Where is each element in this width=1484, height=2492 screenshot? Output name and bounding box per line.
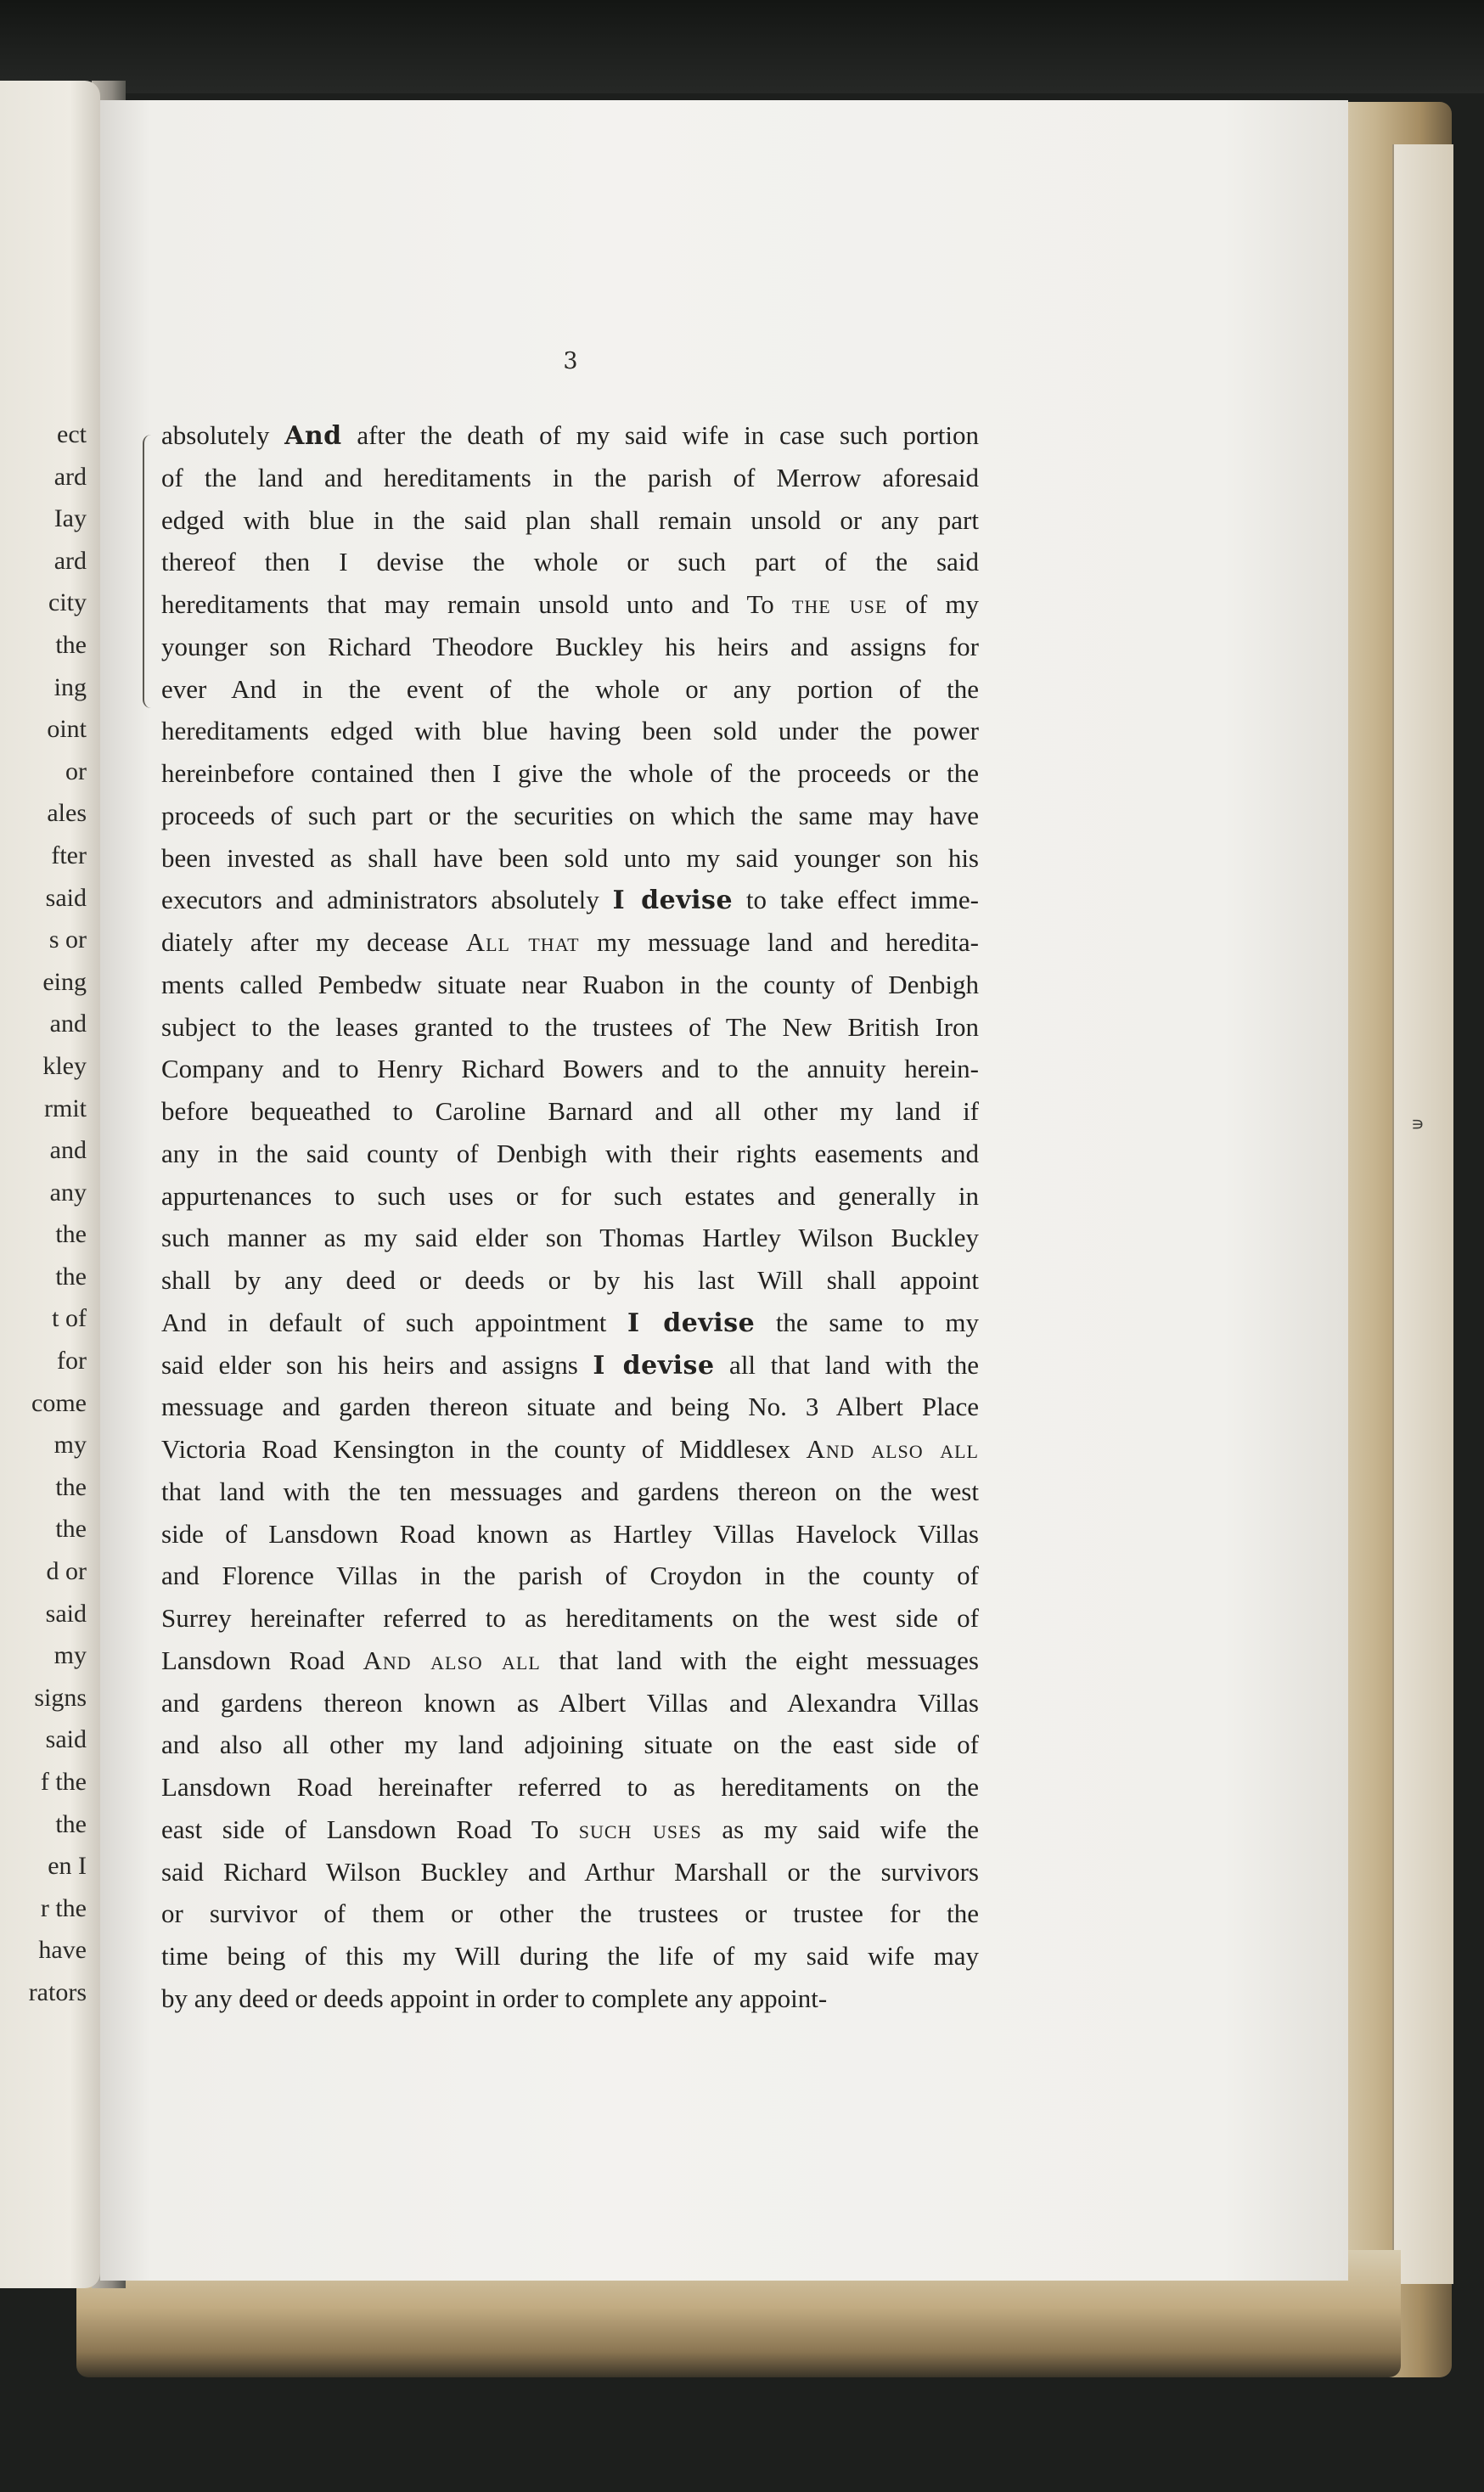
blackletter-word: And xyxy=(284,421,342,451)
small-caps-phrase: such uses xyxy=(578,1814,702,1844)
left-page-fragment: the xyxy=(55,1472,87,1501)
text-segment: hereinbefore contained then I give the whole of the proceeds or the xyxy=(161,758,979,788)
left-page-text-fragments xyxy=(29,413,87,2014)
text-segment: east side of Lansdown Road To xyxy=(161,1814,579,1844)
text-segment: after the death of my said wife in case such portion xyxy=(341,420,980,450)
margin-bracket xyxy=(143,435,156,708)
left-page-fragment: ard xyxy=(53,546,87,575)
left-page-fragment: r the xyxy=(40,1893,87,1922)
left-page-fragment: the xyxy=(55,1809,87,1838)
blackletter-word: I devise xyxy=(627,1308,756,1338)
text-segment: and Florence Villas in the parish of Croydon in the county of xyxy=(161,1561,979,1591)
text-segment: edged with blue in the said plan shall remain unsold or any part xyxy=(161,504,979,535)
text-segment: Company and to Henry Richard Bowers and to the annuity herein- xyxy=(161,1054,979,1084)
text-line xyxy=(161,668,979,711)
text-line xyxy=(161,626,979,668)
text-segment: said elder son his heirs and assigns xyxy=(161,1349,593,1380)
text-line xyxy=(161,1766,979,1809)
text-segment: Lansdown Road hereinafter referred to as hereditaments on the xyxy=(161,1772,979,1802)
text-line xyxy=(161,414,979,457)
left-page-fragment: t of xyxy=(52,1304,87,1333)
text-line xyxy=(161,795,979,837)
left-page-fragment: city xyxy=(48,588,87,617)
left-page-fragment: ect xyxy=(57,420,87,448)
text-line xyxy=(161,1302,979,1344)
book-binding xyxy=(0,0,1484,93)
left-page-fragment: my xyxy=(53,1641,87,1670)
left-page-fragment: my xyxy=(53,1431,87,1460)
left-page-fragment: the xyxy=(55,1220,87,1249)
left-page-fragment: en I xyxy=(48,1852,87,1881)
text-line xyxy=(161,1175,979,1218)
text-segment: or survivor of them or other the trustees or trustee for the xyxy=(161,1899,979,1929)
text-line xyxy=(161,499,979,542)
small-caps-phrase: And also all xyxy=(806,1434,979,1464)
text-segment: such manner as my said elder son Thomas Hartley Wilson Buckley xyxy=(161,1223,979,1253)
text-segment: that land with the ten messuages and gardens thereon on the west xyxy=(161,1476,979,1506)
text-line xyxy=(161,1006,979,1049)
blackletter-word: I devise xyxy=(612,886,734,916)
text-segment: And in default of such appointment xyxy=(161,1307,627,1337)
text-line xyxy=(161,879,979,921)
left-page-fragment: said xyxy=(45,1599,87,1628)
text-line xyxy=(161,1935,979,1977)
left-page-fragment: the xyxy=(55,630,87,659)
text-segment: and also all other my land adjoining situate on the east side of xyxy=(161,1730,979,1760)
text-segment: to take effect imme- xyxy=(733,885,979,915)
small-caps-phrase: All that xyxy=(465,927,580,957)
left-page-fragment: the xyxy=(55,1262,87,1291)
small-caps-phrase: the use xyxy=(791,589,888,619)
left-page-fragment: and xyxy=(49,1010,87,1038)
text-line xyxy=(161,583,979,626)
text-line xyxy=(161,1217,979,1259)
text-line xyxy=(161,1133,979,1175)
text-segment: side of Lansdown Road known as Hartley Villas Havelock Villas xyxy=(161,1518,979,1549)
text-line xyxy=(161,921,979,964)
left-page-fragment: ing xyxy=(53,672,87,701)
text-line xyxy=(161,1977,979,2020)
left-page-fragment: any xyxy=(49,1178,87,1207)
left-page-fragment: have xyxy=(38,1936,87,1965)
left-page-fragment: ard xyxy=(53,462,87,491)
text-segment: time being of this my Will during the life of my said wife may xyxy=(161,1941,979,1971)
text-line xyxy=(161,1555,979,1597)
text-line xyxy=(161,1893,979,1935)
left-page-fragment: f the xyxy=(40,1768,87,1796)
left-page-fragment: for xyxy=(57,1347,87,1375)
left-page-fragment: Iay xyxy=(53,504,87,533)
text-segment: of the land and hereditaments in the parish of Merrow aforesaid xyxy=(161,462,979,492)
text-segment: been invested as shall have been sold unto my said younger son his xyxy=(161,842,979,873)
text-segment: my messuage land and heredita- xyxy=(579,927,979,957)
text-segment: the same to my xyxy=(755,1307,979,1337)
text-segment: shall by any deed or deeds or by his last Will shall appoint xyxy=(161,1265,979,1295)
text-line xyxy=(161,1682,979,1724)
small-caps-phrase: And also all xyxy=(363,1645,541,1675)
text-line xyxy=(161,457,979,499)
text-segment: hereditaments edged with blue having been sold under the power xyxy=(161,716,979,746)
left-page-fragment: ales xyxy=(47,799,87,828)
text-segment: before bequeathed to Caroline Barnard and all other my land if xyxy=(161,1096,979,1126)
left-page-fragment: signs xyxy=(34,1683,87,1712)
left-page-fragment: s or xyxy=(48,925,87,954)
left-page-fragment: rmit xyxy=(44,1094,87,1122)
text-line xyxy=(161,837,979,880)
text-segment: diately after my decease xyxy=(161,927,466,957)
left-page-fragment: the xyxy=(55,1515,87,1544)
text-line xyxy=(161,1809,979,1851)
left-page-fragment: come xyxy=(31,1388,87,1417)
left-page-fragment: or xyxy=(65,757,87,785)
text-line xyxy=(161,1597,979,1640)
text-segment: messuage and garden thereon situate and being No. 3 Albert Place xyxy=(161,1392,979,1422)
left-page-fragment: said xyxy=(45,1725,87,1754)
text-segment: as my said wife the xyxy=(701,1814,979,1844)
text-line xyxy=(161,1851,979,1893)
left-page-fragment: said xyxy=(45,883,87,912)
text-segment: any in the said county of Denbigh with their rights easements and xyxy=(161,1138,979,1168)
text-segment: absolutely xyxy=(161,420,285,450)
left-page-fragment: oint xyxy=(47,715,87,744)
text-line xyxy=(161,1428,979,1471)
text-line xyxy=(161,541,979,583)
text-line xyxy=(161,1090,979,1133)
page-stack-right-inner xyxy=(1392,144,1453,2284)
left-page-fragment: d or xyxy=(46,1557,87,1586)
text-segment: of my xyxy=(887,589,980,619)
text-segment: and gardens thereon known as Albert Villas and Alexandra Villas xyxy=(161,1687,979,1718)
text-segment: ments called Pembedw situate near Ruabon in the county of Denbigh xyxy=(161,969,979,999)
page-edge-mark: ∍ xyxy=(1411,1114,1425,1135)
text-line xyxy=(161,1259,979,1302)
page-number: 3 xyxy=(563,348,578,374)
text-segment: younger son Richard Theodore Buckley his heirs and assigns for xyxy=(161,631,979,661)
text-segment: ever And in the event of the whole or any portion of the xyxy=(161,673,979,704)
body-text xyxy=(161,414,979,2020)
text-line xyxy=(161,1471,979,1513)
left-page-fragment: fter xyxy=(51,841,87,869)
text-segment: that land with the eight messuages xyxy=(540,1645,979,1675)
text-segment: hereditaments that may remain unsold unto and To xyxy=(161,589,792,619)
text-line xyxy=(161,964,979,1006)
text-segment: all that land with the xyxy=(714,1349,979,1380)
left-page-fragment: and xyxy=(49,1136,87,1165)
text-segment: Lansdown Road xyxy=(161,1645,363,1675)
text-line xyxy=(161,1513,979,1555)
left-page-fragment: eing xyxy=(42,967,87,996)
left-facing-page xyxy=(0,81,100,2288)
text-line xyxy=(161,1724,979,1766)
text-segment: by any deed or deeds appoint in order to complete any appoint- xyxy=(161,1983,828,2013)
text-line xyxy=(161,1344,979,1387)
text-line xyxy=(161,1048,979,1090)
text-line xyxy=(161,1386,979,1428)
text-line xyxy=(161,710,979,752)
text-segment: Surrey hereinafter referred to as hereditaments on the west side of xyxy=(161,1603,979,1633)
text-segment: proceeds of such part or the securities on which the same may have xyxy=(161,800,979,830)
text-line xyxy=(161,1640,979,1682)
text-segment: subject to the leases granted to the trustees of The New British Iron xyxy=(161,1011,979,1042)
text-segment: executors and administrators absolutely xyxy=(161,885,613,915)
text-segment: Victoria Road Kensington in the county of Middlesex xyxy=(161,1434,807,1464)
text-segment: appurtenances to such uses or for such estates and generally in xyxy=(161,1180,979,1211)
left-page-fragment: kley xyxy=(42,1051,87,1080)
blackletter-word: I devise xyxy=(593,1350,715,1381)
left-page-fragment: rators xyxy=(28,1977,87,2006)
text-segment: thereof then I devise the whole or such part of the said xyxy=(161,547,979,577)
text-line xyxy=(161,752,979,795)
text-segment: said Richard Wilson Buckley and Arthur Marshall or the survivors xyxy=(161,1856,979,1887)
